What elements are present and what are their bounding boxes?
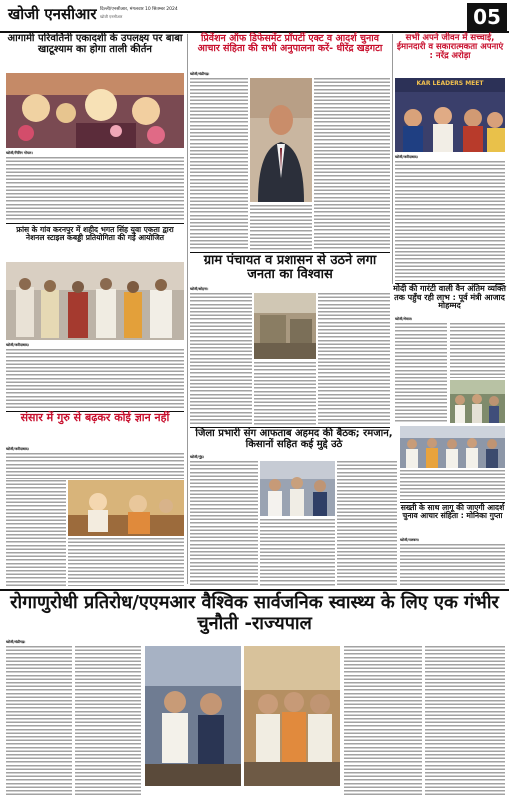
bhagat-headline: फ्रांस के गांव करनपुर में शहीद भगत सिंह युवा एकता द्वारा नेशनल स्टाइल कबड्डी प्रतियोगिता की गई आयोजित — [16, 225, 174, 243]
pension-body-col2 — [250, 205, 312, 250]
narender-headline: सभी अपने जीवन में सच्चाई, ईमानदारी व सकारात्मकता अपनाएं : नरेंद्र अरोड़ा — [396, 33, 504, 62]
page-number: 05 — [467, 3, 507, 31]
monika-headline: सख्ती के साथ लागू की जाएगी आदर्श चुनाव आचार संहिता : मोनिका गुप्ता — [400, 503, 505, 521]
gram-photo — [254, 293, 316, 359]
guru-body-left — [6, 480, 66, 586]
modi-headline: मोदी की गारंटी वाली वैन अंतिम व्यक्ति तक पहुँच रही लाभ : पूर्व मंत्री आजाद मोहम्मद — [393, 284, 506, 311]
modi-body-col2 — [450, 323, 505, 378]
pension-dateline: खोजी/चंडीगढ़। — [190, 72, 210, 76]
kirtan-body — [6, 157, 184, 220]
pension-photo — [250, 78, 312, 202]
aftab-body-col3 — [337, 461, 397, 586]
amr-headline: रोगाणुरोधी प्रतिरोध/एएमआर वैश्विक सार्वजनिक स्वास्थ्य के लिए एक गंभीर चुनौती -राज्यपाल — [10, 592, 499, 634]
amr-photo-right — [244, 646, 340, 786]
narender-photo — [395, 78, 505, 152]
aftab-photo — [260, 461, 335, 516]
kirtan-photo — [6, 73, 184, 148]
pension-body-col3 — [314, 78, 390, 250]
aftab-dateline: खोजी/नूंह। — [190, 455, 205, 459]
amr-body-col3 — [344, 646, 422, 796]
narender-photo-banner: KAR LEADERS MEET — [416, 80, 484, 87]
narender-body — [395, 161, 505, 281]
modi-dateline: खोजी/मेवात। — [395, 317, 413, 321]
kirtan-dateline: खोजी/नितिन गोयल। — [6, 151, 33, 155]
monika-dateline: खोजी/पलवल। — [400, 538, 420, 542]
gram-dateline: खोजी/सोहना। — [190, 287, 209, 291]
pension-headline: प्रिवेंशन ऑफ डिफेसमेंट प्रॉपर्टी एक्ट व आदर्श चुनाव आचार संहिता की सभी अनुपालना करें- धीरेंद्र खड़गटा — [197, 33, 383, 55]
pension-body-col1 — [190, 78, 248, 250]
guru-body-right — [68, 538, 184, 586]
aftab-headline: जिला प्रभारी संग आफताब अहमद की बैठक; रमजान, किसानों सहित कई मुद्दे उठे — [195, 428, 393, 450]
masthead — [0, 0, 509, 32]
narender-dateline: खोजी/फरीदाबाद। — [395, 155, 419, 159]
masthead-tagline: खोजी एनसीआर — [100, 14, 123, 19]
gram-body-col1 — [190, 293, 252, 425]
bhagat-dateline: खोजी/फरीदाबाद। — [6, 343, 30, 347]
modi-body-col1 — [395, 323, 447, 423]
kirtan-headline: आगामी परिवर्तिनी एकादशी के उपलक्ष्य पर बाबा खाटूश्याम का होगा ताली कीर्तन — [7, 33, 183, 55]
monika-body — [400, 544, 505, 586]
gram-headline: ग्राम पंचायत व प्रशासन से उठने लगा जनता का विश्वास — [203, 253, 377, 283]
masthead-name: खोजी एनसीआर — [8, 5, 97, 23]
amr-dateline: खोजी/चंडीगढ़। — [6, 640, 26, 644]
aftab-body-col1 — [190, 461, 258, 586]
monika-top-photo — [400, 426, 505, 468]
bhagat-photo — [6, 262, 184, 340]
bhagat-body — [6, 349, 184, 409]
gram-body-col2 — [254, 362, 316, 425]
amr-body-col1 — [6, 646, 72, 796]
masthead-dateline: दिल्ली/एनसीआर, मंगलवार 10 सितम्बर 2024 — [100, 7, 178, 12]
guru-headline: संसार में गुरु से बढ़कर कोई ज्ञान नहीं — [20, 411, 170, 424]
monika-top-body — [400, 470, 505, 500]
guru-photo — [68, 480, 184, 536]
modi-photo — [450, 380, 505, 423]
amr-body-col2 — [75, 646, 141, 796]
amr-body-col4 — [425, 646, 505, 796]
aftab-body-col2 — [260, 519, 335, 586]
guru-dateline: खोजी/फरीदाबाद। — [6, 447, 30, 451]
gram-body-col3 — [318, 293, 390, 425]
guru-body-top — [6, 453, 184, 479]
amr-photo-left — [145, 646, 241, 786]
